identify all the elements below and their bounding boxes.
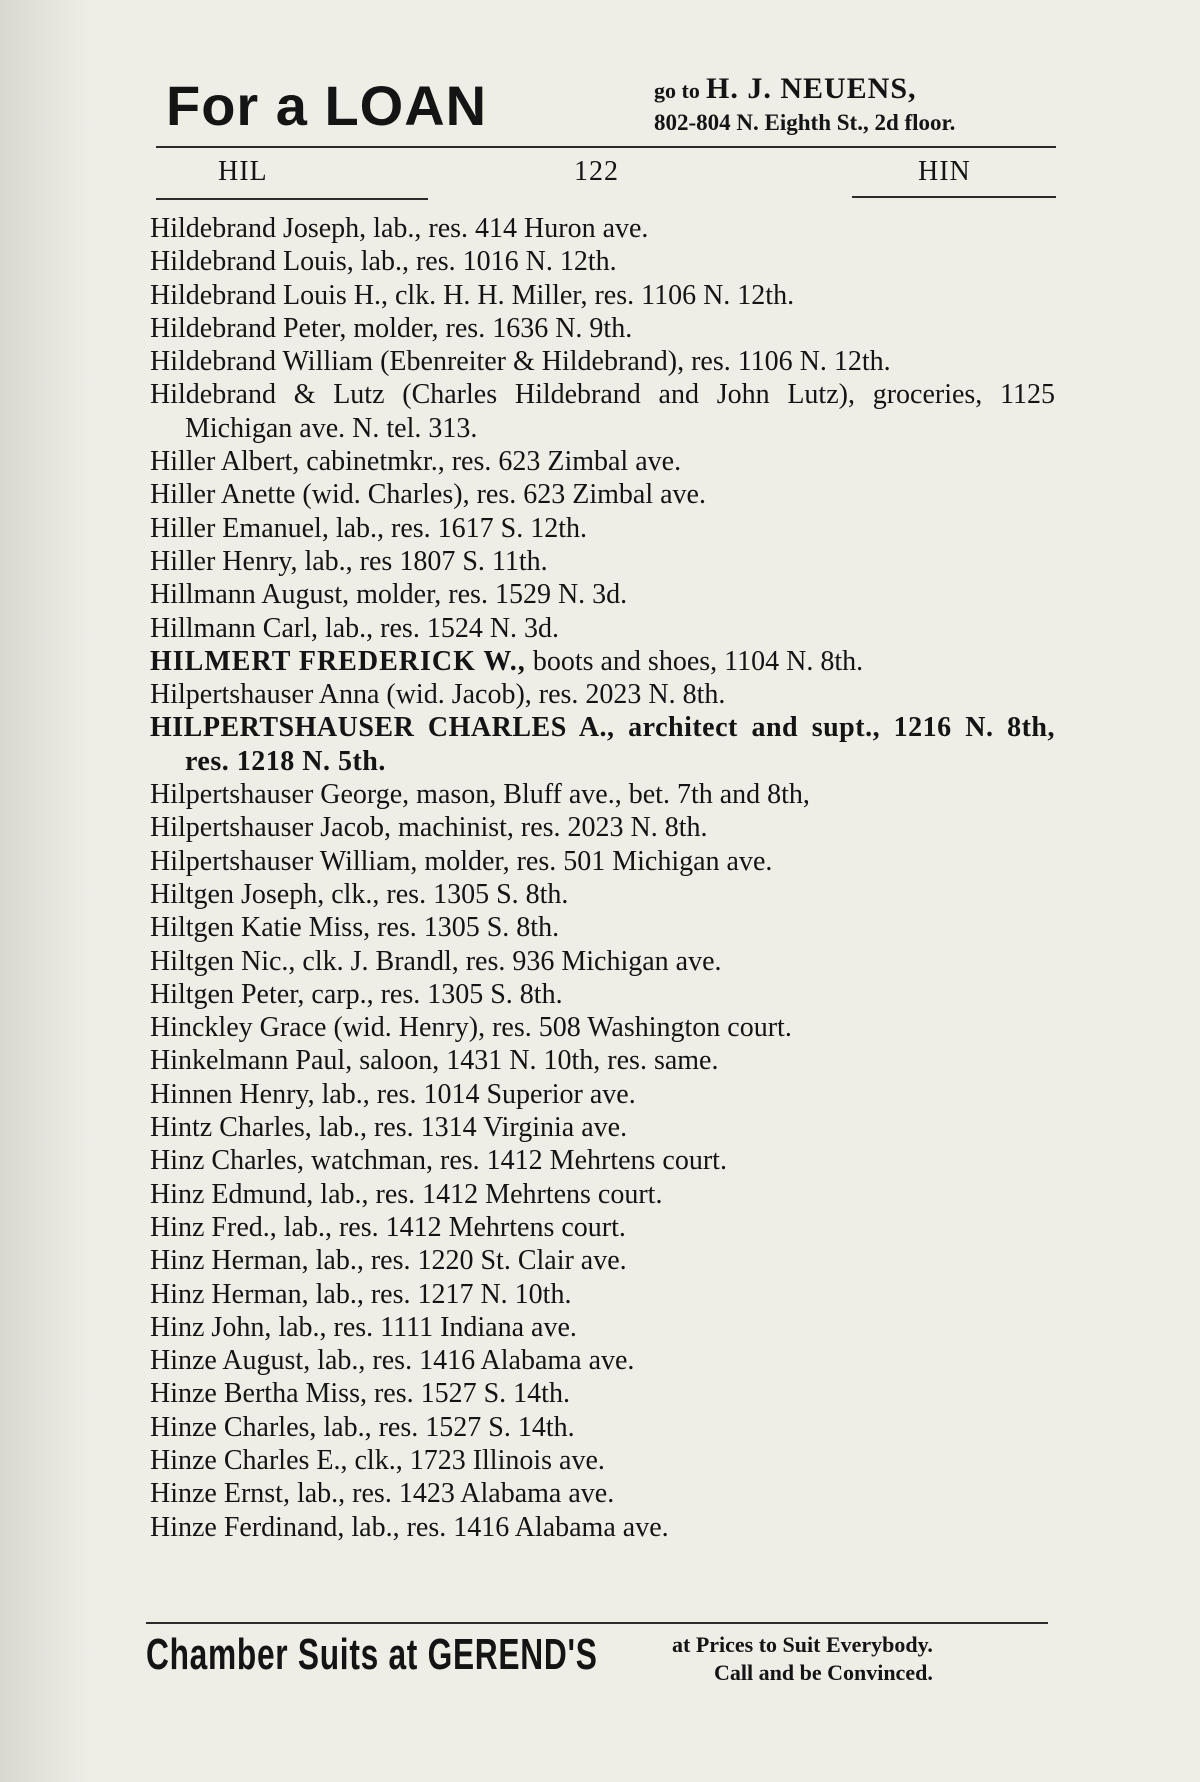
directory-entry-text: Hinze Ernst, lab., res. 1423 Alabama ave. — [150, 1478, 615, 1510]
directory-entry — [150, 1078, 1055, 1111]
chamber-ad-title: Chamber Suits at GEREND'S — [146, 1630, 598, 1679]
directory-entry-text: Hinze Bertha Miss, res. 1527 S. 14th. — [150, 1378, 570, 1410]
directory-entry — [150, 1477, 1055, 1510]
directory-entry — [150, 1044, 1055, 1077]
chamber-ad-line2: Call and be Convinced. — [714, 1660, 933, 1685]
directory-entry — [150, 545, 1055, 578]
directory-entry — [150, 445, 1055, 478]
directory-entry-name: HILMERT FREDERICK W., — [150, 645, 526, 677]
directory-entry-text: Hillmann August, molder, res. 1529 N. 3d. — [150, 579, 628, 611]
directory-entry-text: Hillmann Carl, lab., res. 1524 N. 3d. — [150, 612, 560, 644]
directory-entry — [150, 312, 1055, 345]
directory-entry — [150, 878, 1055, 911]
directory-entry — [150, 1144, 1055, 1177]
directory-entry — [150, 1278, 1055, 1311]
directory-entry — [150, 578, 1055, 611]
loan-ad-name: H. J. NEUENS, — [706, 72, 917, 105]
directory-entry — [150, 1178, 1055, 1211]
directory-entry-text: Hinze Charles, lab., res. 1527 S. 14th. — [150, 1411, 575, 1443]
top-ad-rule — [156, 146, 1056, 148]
directory-entry-text: Hinz Edmund, lab., res. 1412 Mehrtens court. — [150, 1178, 663, 1210]
directory-entry-text: Hiltgen Peter, carp., res. 1305 S. 8th. — [150, 978, 563, 1010]
directory-entry-text: Hinckley Grace (wid. Henry), res. 508 Washington court. — [150, 1012, 792, 1044]
directory-entry-text: Hilpertshauser George, mason, Bluff ave., bet. 7th and 8th, — [150, 779, 810, 811]
directory-entry-text: Hinz Charles, watchman, res. 1412 Mehrtens court. — [150, 1145, 727, 1177]
directory-entry — [150, 1211, 1055, 1244]
directory-entry-text: Hilpertshauser Jacob, machinist, res. 2023 N. 8th. — [150, 812, 708, 844]
running-head-right: HIN — [918, 156, 971, 187]
page-edge-shadow — [0, 0, 90, 1782]
directory-entry — [150, 378, 1055, 445]
top-advertisement — [166, 72, 1060, 140]
directory-entry — [150, 245, 1055, 278]
directory-entry — [150, 1444, 1055, 1477]
directory-entry — [150, 1344, 1055, 1377]
directory-entry — [150, 1411, 1055, 1444]
directory-entry — [150, 345, 1055, 378]
bottom-advertisement — [146, 1632, 1050, 1702]
directory-entry-text: Hildebrand Peter, molder, res. 1636 N. 9th. — [150, 312, 633, 344]
directory-entry — [150, 978, 1055, 1011]
directory-entry — [150, 1011, 1055, 1044]
directory-entry-text: HILPERTSHAUSER CHARLES A., architect and supt., 1216 N. 8th, res. 1218 N. 5th. — [150, 712, 1055, 777]
directory-entry-text: Hildebrand William (Ebenreiter & Hildebrand), res. 1106 N. 12th. — [150, 346, 891, 378]
directory-entry — [150, 645, 1055, 678]
running-head-rule-right — [852, 196, 1056, 198]
directory-entry-text: Hildebrand Louis, lab., res. 1016 N. 12th. — [150, 246, 617, 278]
directory-entry-text: Hinz Herman, lab., res. 1217 N. 10th. — [150, 1278, 572, 1310]
directory-entry — [150, 1111, 1055, 1144]
page-number: 122 — [574, 156, 619, 187]
directory-entry-text: Hinz John, lab., res. 1111 Indiana ave. — [150, 1311, 577, 1343]
directory-entry-text: Hinze Charles E., clk., 1723 Illinois ave. — [150, 1444, 605, 1476]
directory-entry-text: Hinze Ferdinand, lab., res. 1416 Alabama ave. — [150, 1511, 669, 1543]
directory-entry-text: Hiller Anette (wid. Charles), res. 623 Zimbal ave. — [150, 479, 706, 511]
directory-entry-text: Hiltgen Joseph, clk., res. 1305 S. 8th. — [150, 878, 569, 910]
directory-entry-text: Hildebrand Louis H., clk. H. H. Miller, res. 1106 N. 12th. — [150, 279, 795, 311]
directory-entry — [150, 678, 1055, 711]
directory-entry — [150, 512, 1055, 545]
directory-entry-text: Hiltgen Nic., clk. J. Brandl, res. 936 Michigan ave. — [150, 945, 722, 977]
directory-entry — [150, 911, 1055, 944]
directory-entry — [150, 279, 1055, 312]
directory-entry-text: Hintz Charles, lab., res. 1314 Virginia ave. — [150, 1112, 628, 1144]
loan-ad-address: 802-804 N. Eighth St., 2d floor. — [654, 110, 956, 135]
directory-entry — [150, 945, 1055, 978]
directory-entry-text: Hinz Fred., lab., res. 1412 Mehrtens court. — [150, 1211, 626, 1243]
running-head-left: HIL — [218, 156, 268, 187]
loan-ad-title: For a LOAN — [166, 74, 488, 137]
directory-entry — [150, 212, 1055, 245]
bottom-ad-rule — [146, 1622, 1048, 1624]
directory-entry-text: Hilpertshauser Anna (wid. Jacob), res. 2023 N. 8th. — [150, 679, 726, 711]
running-head-rule-left — [156, 198, 428, 200]
directory-entry-text: Hiltgen Katie Miss, res. 1305 S. 8th. — [150, 912, 560, 944]
directory-entry — [150, 1311, 1055, 1344]
directory-entry-text: Hildebrand Joseph, lab., res. 414 Huron ave. — [150, 213, 649, 244]
running-head — [0, 150, 1200, 190]
directory-entry — [150, 478, 1055, 511]
directory-entry-text: Hinze August, lab., res. 1416 Alabama ave. — [150, 1345, 635, 1377]
directory-entry — [150, 1511, 1055, 1544]
directory-entry-text: boots and shoes, 1104 N. 8th. — [525, 645, 864, 677]
directory-entry — [150, 1244, 1055, 1277]
directory-entry-text: Hiller Emanuel, lab., res. 1617 S. 12th. — [150, 512, 588, 544]
directory-entry-text: Hinkelmann Paul, saloon, 1431 N. 10th, res. same. — [150, 1045, 719, 1077]
directory-entry-text: Hilpertshauser William, molder, res. 501 Michigan ave. — [150, 845, 773, 877]
directory-entry-text: Hinnen Henry, lab., res. 1014 Superior ave. — [150, 1078, 636, 1110]
directory-entry-text: Hinz Herman, lab., res. 1220 St. Clair ave. — [150, 1245, 627, 1277]
directory-entry — [150, 711, 1055, 778]
directory-entry — [150, 1377, 1055, 1410]
directory-entry — [150, 612, 1055, 645]
chamber-ad-line1: at Prices to Suit Everybody. — [672, 1632, 933, 1657]
loan-ad-go-to: go to — [654, 78, 700, 103]
directory-entry — [150, 845, 1055, 878]
directory-entry-text: Hiller Henry, lab., res 1807 S. 11th. — [150, 545, 548, 577]
directory-entry-text: Hildebrand & Lutz (Charles Hildebrand and John Lutz), groceries, 1125 Michigan ave. N. tel. 313. — [150, 379, 1055, 444]
directory-listings — [150, 212, 1055, 1544]
directory-entry — [150, 778, 1055, 811]
directory-entry — [150, 811, 1055, 844]
directory-entry-text: Hiller Albert, cabinetmkr., res. 623 Zimbal ave. — [150, 446, 682, 478]
